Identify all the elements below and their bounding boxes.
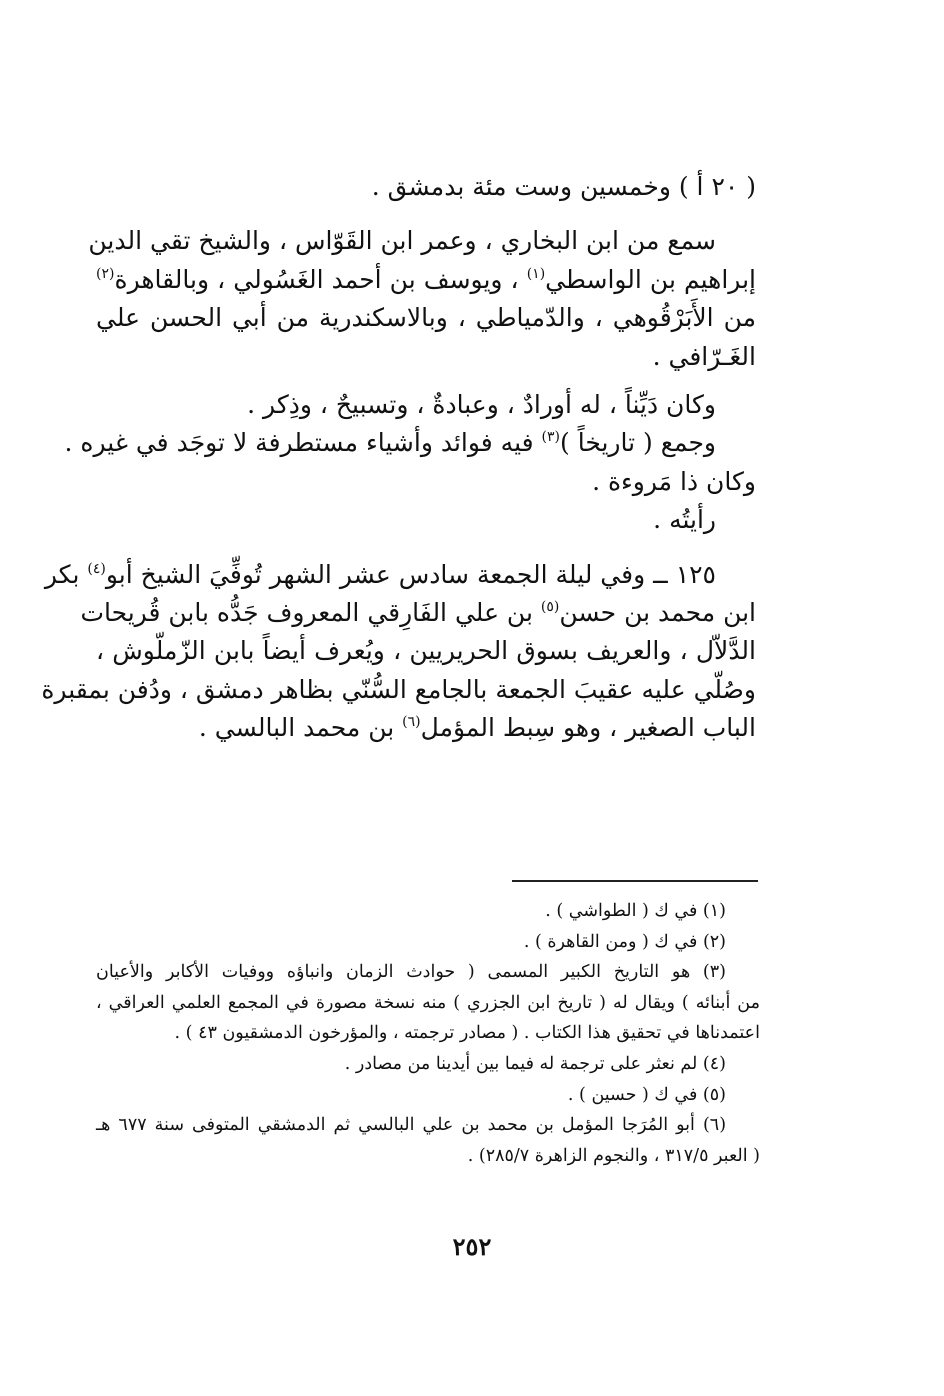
page-number: ٢٥٢ xyxy=(452,1232,492,1261)
text-line xyxy=(80,594,756,632)
text-fragment: فيه فوائد وأشياء مستطرفة لا توجَد في غيره . xyxy=(64,428,534,458)
text-line: وكان دَيِّناً ، له أورادٌ ، وعبادةٌ ، وتسبيحٌ ، وذِكر . xyxy=(247,389,716,419)
text-line: وصُلّي عليه عقيبَ الجمعة بالجامع السُّنّي بظاهر دمشق ، ودُفن بمقبرة xyxy=(41,674,756,704)
footnote-mark: (٢) xyxy=(96,265,115,282)
footnote-mark: (٤) xyxy=(87,560,106,577)
footnote-line: (١) في ك ( الطواشي ) . xyxy=(545,901,726,921)
text-line xyxy=(44,556,756,594)
text-fragment: بن علي الفَارِقي المعروف جَدُّه بابن قُريحات xyxy=(80,597,533,627)
text-fragment: بن محمد البالسي . xyxy=(198,713,395,743)
text-line xyxy=(96,709,756,747)
text-fragment: وجمع ( تاريخاً ) xyxy=(560,428,716,458)
footnotes xyxy=(96,896,760,1171)
footnote-separator xyxy=(512,880,758,882)
text-fragment: ، ويوسف بن أحمد الغَسُولي ، وبالقاهرة xyxy=(114,264,519,294)
text-line: الغَـرّافي . xyxy=(652,341,756,371)
text-line xyxy=(96,261,756,299)
text-fragment: إبراهيم بن الواسطي xyxy=(545,264,756,294)
footnote-line: (٣) هو التاريخ الكبير المسمى ( حوادث الزمان وانباؤه ووفيات الأكابر والأعيان xyxy=(96,962,726,983)
text-line: من الأَبَرْقُوهي ، والدّمياطي ، وبالاسكندرية من أبي الحسن علي xyxy=(96,303,756,333)
footnote-line: ( العبر ٣١٧/٥ ، والنجوم الزاهرة ٢٨٥/٧) . xyxy=(467,1145,760,1166)
footnote-line: (٤) لم نعثر على ترجمة له فيما بين أيدينا من مصادر . xyxy=(344,1053,726,1074)
text-fragment: ابن محمد بن حسن xyxy=(559,597,756,627)
text-fragment: ١٢٥ ــ وفي ليلة الجمعة سادس عشر الشهر تُوفِّيَ الشيخ أبو xyxy=(105,559,716,589)
main-text xyxy=(41,168,756,747)
footnote-line: (٢) في ك ( ومن القاهرة ) . xyxy=(523,931,726,952)
text-fragment: بكر xyxy=(44,559,80,589)
footnote-line: من أبنائه ) ويقال له ( تاريخ ابن الجزري ) منه نسخة مصورة في المجمع العلمي العراقي ، xyxy=(96,992,760,1013)
text-line xyxy=(64,424,756,462)
text-line: رأيتُه . xyxy=(653,505,716,535)
footnote-line: (٦) أبو المُرَجا المؤمل بن محمد بن علي البالسي ثم الدمشقي المتوفى سنة ٦٧٧ هـ xyxy=(96,1115,727,1136)
footnote-mark: (٦) xyxy=(402,714,421,731)
footnote-mark: (١) xyxy=(526,265,546,282)
footnote-line: اعتمدناها في تحقيق هذا الكتاب . ( مصادر ترجمته ، والمؤرخون الدمشقيون ٤٣ ) . xyxy=(174,1023,760,1044)
text-line: الدَّلاّل ، والعريف بسوق الحريريين ، ويُعرف أيضاً بابن الزّملّوش ، xyxy=(96,636,756,666)
footnote-line: (٥) في ك ( حسين ) . xyxy=(567,1084,726,1105)
footnote-mark: (٥) xyxy=(540,598,560,615)
text-line: وكان ذا مَروءة . xyxy=(592,466,756,496)
footnote-mark: (٣) xyxy=(541,429,560,446)
text-line: سمع من ابن البخاري ، وعمر ابن القَوّاس ، والشيخ تقي الدين xyxy=(88,226,716,256)
text-line: ( ٢٠ أ ) وخمسين وست مئة بدمشق . xyxy=(371,172,756,201)
text-fragment: الباب الصغير ، وهو سِبط المؤمل xyxy=(420,713,756,743)
